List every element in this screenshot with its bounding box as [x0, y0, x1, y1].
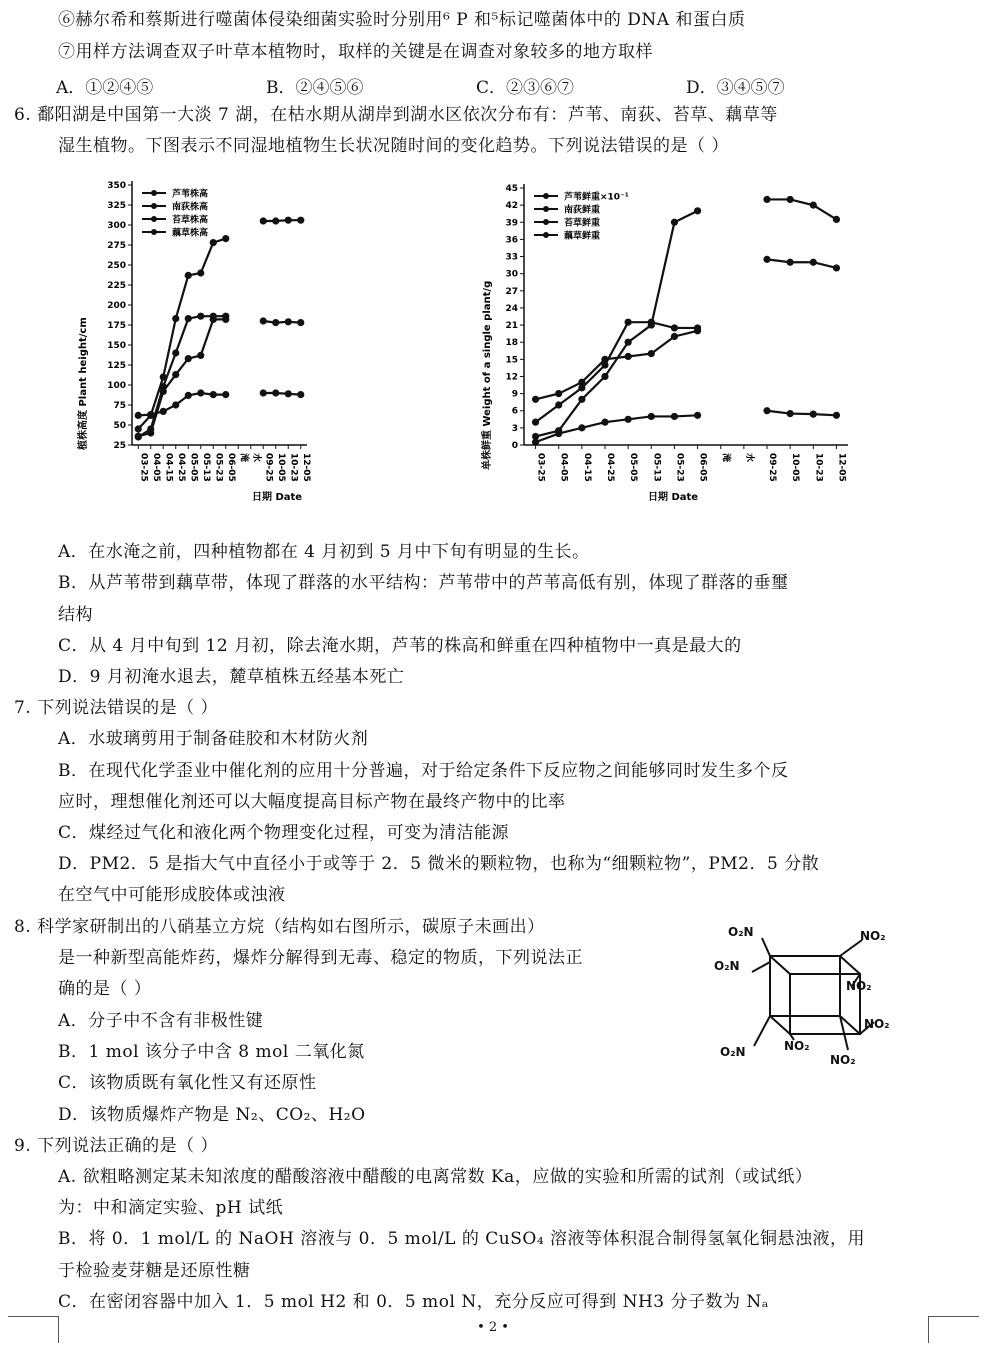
y-tick-label: 6 — [511, 406, 518, 417]
data-point — [555, 390, 562, 397]
q5-option-a[interactable]: A．①②④⑤ — [56, 78, 154, 98]
y-tick-label: 21 — [505, 321, 518, 332]
x-tick-label: 03-25 — [535, 453, 546, 482]
y-tick-label: 30 — [505, 269, 518, 280]
q7-option-a[interactable]: A．水玻璃剪用于制备硅胶和木材防火剂 — [58, 729, 369, 749]
data-point — [260, 389, 267, 396]
legend-label: 藕草鲜重 — [564, 231, 601, 242]
data-point — [197, 389, 204, 396]
x-tick-label: 03-25 — [138, 453, 149, 482]
series-line — [767, 199, 836, 219]
data-point — [172, 349, 179, 356]
x-tick-label: 05-13 — [200, 453, 211, 482]
data-point — [185, 355, 192, 362]
q5-option-c[interactable]: C．②③⑥⑦ — [476, 78, 575, 98]
x-tick-label: 05-23 — [674, 453, 685, 482]
data-point — [210, 239, 217, 246]
series-line — [263, 393, 301, 395]
q7-stem: 7. 下列说法错误的是（ ） — [14, 698, 219, 718]
q7-option-d-line-1[interactable]: D．PM2．5 是指大气中直径小于或等于 2．5 微米的颗粒物，也称为“细颗粒物”，PM2．5 分散 — [58, 854, 820, 874]
data-point — [272, 217, 279, 224]
nitro-label: O₂N — [720, 1045, 746, 1059]
q9-option-a-line-2: 为：中和滴定实验、pH 试纸 — [58, 1198, 284, 1218]
data-point — [172, 401, 179, 408]
data-point — [160, 408, 167, 415]
q7-option-b-line-2: 应时，理想催化剂还可以大幅度提高目标产物在最终产物中的比率 — [58, 792, 566, 812]
data-point — [272, 319, 279, 326]
y-tick-label: 45 — [505, 184, 518, 194]
data-point — [578, 424, 585, 431]
x-tick-label: 05-13 — [651, 453, 662, 482]
data-point — [555, 401, 562, 408]
y-tick-label: 18 — [505, 338, 518, 349]
series-line — [263, 321, 301, 323]
data-point — [578, 379, 585, 386]
cube-edges — [752, 938, 874, 1050]
q7-option-d-line-2: 在空气中可能形成胶体或浊液 — [58, 885, 286, 905]
page-number: • 2 • — [477, 1320, 509, 1335]
x-tick-label: 04-25 — [605, 453, 615, 482]
data-point — [210, 391, 217, 398]
legend-marker — [151, 216, 157, 222]
y-tick-label: 9 — [511, 389, 518, 400]
y-tick-label: 12 — [505, 372, 518, 383]
crop-mark-right — [928, 1316, 979, 1343]
x-tick-label: 04-25 — [175, 453, 186, 482]
q8-option-a[interactable]: A．分子中不含有非极性键 — [58, 1011, 264, 1031]
y-tick-label: 27 — [505, 286, 518, 297]
x-tick-label: 12-05 — [836, 453, 847, 482]
legend-marker — [151, 190, 157, 196]
x-tick-label: 04-05 — [150, 453, 161, 482]
data-point — [135, 433, 142, 440]
y-tick-label: 0 — [511, 441, 518, 451]
x-tick-label: 06-05 — [225, 453, 236, 482]
chart2-x-axis-label: 日期 Date — [648, 492, 699, 503]
data-point — [197, 313, 204, 320]
q6-option-c[interactable]: C．从 4 月中旬到 12 月初，除去淹水期，芦苇的株高和鲜重在四种植物中一真是最大的 — [58, 636, 742, 656]
q7-option-b-line-1[interactable]: B．在现代化学歪业中催化剂的应用十分普遍，对于给定条件下反应物之间能够同时发生多个反 — [58, 761, 789, 781]
q8-option-c[interactable]: C．该物质既有氧化性又有还原性 — [58, 1073, 317, 1093]
data-point — [763, 196, 770, 203]
q7-option-c[interactable]: C．煤经过气化和液化两个物理变化过程，可变为清洁能源 — [58, 823, 510, 843]
nitro-label: O₂N — [728, 925, 754, 939]
data-point — [578, 396, 585, 403]
q9-stem: 9. 下列说法正确的是（ ） — [14, 1136, 219, 1156]
y-tick-label: 325 — [107, 201, 126, 211]
data-point — [625, 353, 632, 360]
x-tick-label: 04-05 — [558, 453, 569, 482]
q8-stem-line-1: 8. 科学家研制出的八硝基立方烷（结构如右图所示，碳原子未画出） — [14, 917, 545, 937]
legend-marker — [151, 203, 157, 209]
q6-stem-line-1: 6. 鄱阳湖是中国第一大淡 7 湖，在枯水期从湖岸到湖水区依次分布有：芦苇、南荻、苔草、藕草等 — [14, 105, 778, 125]
q6-option-d[interactable]: D．9 月初淹水退去，麓草植株五经基本死亡 — [58, 667, 405, 687]
data-point — [763, 256, 770, 263]
series-line — [263, 220, 301, 221]
data-point — [272, 389, 279, 396]
data-point — [810, 202, 817, 209]
data-point — [694, 207, 701, 214]
y-tick-label: 225 — [107, 281, 126, 291]
chart2-ticks — [505, 184, 846, 482]
y-tick-label: 300 — [107, 221, 126, 231]
nitro-label: NO₂ — [846, 979, 872, 993]
data-point — [833, 412, 840, 419]
q5-option-d[interactable]: D．③④⑤⑦ — [686, 78, 785, 98]
data-point — [601, 356, 608, 363]
chart2-y-axis-label: 单株鲜重 Weight of a single plant/g — [482, 280, 493, 470]
q6-option-b-line-2: 结构 — [58, 605, 93, 625]
legend-label: 南荻鲜重 — [564, 205, 601, 216]
x-tick-label: 淹 — [720, 453, 731, 463]
q8-option-d[interactable]: D．该物质爆炸产物是 N₂、CO₂、H₂O — [58, 1105, 366, 1125]
nitro-label: NO₂ — [830, 1053, 856, 1067]
data-point — [532, 439, 539, 446]
data-point — [297, 319, 304, 326]
legend-label: 芦苇鲜重×10⁻¹ — [564, 192, 629, 203]
y-tick-label: 24 — [505, 303, 518, 314]
plant-height-chart — [72, 170, 492, 515]
q9-option-c[interactable]: C．在密闭容器中加入 1．5 mol H2 和 0．5 mol N，充分反应可得到 NH3 分子数为 Nₐ — [58, 1292, 769, 1312]
legend-label: 藕草株高 — [172, 228, 209, 239]
data-point — [210, 316, 217, 323]
data-point — [694, 327, 701, 334]
series-line — [536, 331, 698, 400]
y-tick-label: 100 — [107, 381, 126, 391]
data-point — [222, 316, 229, 323]
y-tick-label: 175 — [107, 321, 126, 331]
data-point — [135, 425, 142, 432]
legend-label: 南荻株高 — [172, 202, 209, 213]
x-tick-label: 09-25 — [263, 453, 274, 482]
data-point — [787, 196, 794, 203]
data-point — [172, 315, 179, 322]
q9-option-b-line-2: 于检验麦芽糖是还原性糖 — [58, 1261, 251, 1281]
y-tick-label: 39 — [505, 218, 518, 229]
data-point — [694, 412, 701, 419]
octanitrocubane-structure — [712, 918, 912, 1078]
x-tick-label: 05-05 — [188, 453, 199, 482]
y-tick-label: 25 — [113, 441, 126, 451]
data-point — [285, 217, 292, 224]
data-point — [260, 317, 267, 324]
data-point — [555, 430, 562, 437]
data-point — [172, 371, 179, 378]
chart1-legend — [142, 188, 208, 239]
y-tick-label: 150 — [107, 341, 126, 351]
q8-stem-line-2: 是一种新型高能炸药，爆炸分解得到无毒、稳定的物质，下列说法正 — [58, 948, 583, 968]
x-tick-label: 10-05 — [275, 453, 286, 482]
x-tick-label: 淹 — [238, 453, 249, 463]
y-tick-label: 36 — [505, 235, 518, 246]
data-point — [147, 429, 154, 436]
y-tick-label: 200 — [107, 301, 126, 311]
legend-label: 苔草鲜重 — [564, 218, 601, 229]
y-tick-label: 350 — [107, 181, 126, 191]
x-tick-label: 水 — [250, 453, 261, 463]
x-tick-label: 04-15 — [163, 453, 174, 482]
data-point — [810, 411, 817, 418]
nitro-labels — [714, 925, 890, 1067]
y-tick-label: 15 — [505, 355, 518, 366]
data-point — [787, 259, 794, 266]
data-point — [625, 416, 632, 423]
legend-marker — [543, 193, 549, 199]
x-tick-label: 09-25 — [767, 453, 777, 482]
q8-option-b[interactable]: B．1 mol 该分子中含 8 mol 二氧化氮 — [58, 1042, 365, 1062]
series-line — [767, 259, 836, 268]
data-point — [648, 413, 655, 420]
q6-option-b-line-1[interactable]: B．从芦苇带到藕草带，体现了群落的水平结构：芦苇带中的芦苇高低有别，体现了群落的垂璽 — [58, 573, 789, 593]
data-point — [285, 390, 292, 397]
data-point — [297, 391, 304, 398]
data-point — [532, 419, 539, 426]
data-point — [222, 235, 229, 242]
legend-marker — [543, 206, 549, 212]
y-tick-label: 33 — [505, 252, 518, 263]
nitro-label: NO₂ — [860, 929, 886, 943]
x-tick-label: 12-05 — [300, 453, 311, 482]
data-point — [222, 391, 229, 398]
data-point — [197, 269, 204, 276]
data-point — [787, 410, 794, 417]
crop-mark-left — [8, 1316, 59, 1343]
data-point — [297, 217, 304, 224]
data-point — [185, 315, 192, 322]
q8-stem-line-3: 确的是（ ） — [58, 979, 152, 999]
data-point — [671, 324, 678, 331]
data-point — [625, 339, 632, 346]
y-tick-label: 250 — [107, 261, 126, 271]
data-point — [260, 217, 267, 224]
y-tick-label: 50 — [113, 421, 126, 431]
x-tick-label: 水 — [743, 453, 754, 463]
y-tick-label: 3 — [511, 423, 518, 434]
x-tick-label: 04-15 — [581, 453, 592, 482]
data-point — [601, 419, 608, 426]
chart2-legend — [534, 191, 629, 242]
data-point — [671, 413, 678, 420]
chart1-y-axis-label: 植株高度 Plant height/cm — [78, 317, 89, 450]
data-point — [648, 350, 655, 357]
y-tick-label: 75 — [113, 401, 126, 411]
q9-option-a-line-1[interactable]: A. 欲粗略测定某未知浓度的醋酸溶液中醋酸的电离常数 Ka，应做的实验和所需的试剂（或试纸） — [58, 1167, 813, 1187]
fresh-weight-chart — [478, 170, 878, 515]
x-tick-label: 05-05 — [628, 453, 639, 482]
data-point — [763, 407, 770, 414]
data-point — [185, 392, 192, 399]
legend-marker — [543, 219, 549, 225]
q9-option-b-line-1[interactable]: B．将 0．1 mol/L 的 NaOH 溶液与 0．5 mol/L 的 CuSO₄ 溶液等体积混合制得氢氧化铜悬浊液，用 — [58, 1229, 866, 1249]
nitro-label: O₂N — [714, 959, 740, 973]
data-point — [625, 319, 632, 326]
x-tick-label: 06-05 — [697, 453, 708, 482]
data-point — [648, 319, 655, 326]
data-point — [197, 352, 204, 359]
x-tick-label: 10-23 — [288, 453, 299, 482]
q6-stem-line-2: 湿生植物。下图表示不同湿地植物生长状况随时间的变化趋势。下列说法错误的是（ ） — [58, 136, 729, 156]
nitro-label: NO₂ — [784, 1039, 810, 1053]
q5-statement-7: ⑦用样方法调查双子叶草本植物时，取样的关键是在调查对象较多的地方取样 — [58, 42, 653, 62]
data-point — [833, 216, 840, 223]
data-point — [833, 264, 840, 271]
y-tick-label: 125 — [107, 361, 126, 371]
data-point — [185, 272, 192, 279]
data-point — [147, 411, 154, 418]
y-tick-label: 42 — [505, 201, 518, 212]
data-point — [671, 333, 678, 340]
legend-marker — [543, 232, 549, 238]
data-point — [810, 259, 817, 266]
q5-statement-6: ⑥赫尔希和蔡斯进行噬菌体侵染细菌实验时分别用⁶ P 和⁵标记噬菌体中的 DNA 和蛋白质 — [58, 10, 746, 30]
nitro-label: NO₂ — [864, 1017, 890, 1031]
q6-option-a[interactable]: A．在水淹之前，四种植物都在 4 月初到 5 月中下旬有明显的生长。 — [58, 542, 590, 562]
x-tick-label: 05-23 — [213, 453, 224, 482]
legend-marker — [151, 229, 157, 235]
q5-option-b[interactable]: B．②④⑤⑥ — [266, 78, 364, 98]
series-line — [767, 411, 836, 416]
x-tick-label: 10-05 — [790, 453, 801, 482]
data-point — [135, 412, 142, 419]
y-tick-label: 275 — [107, 241, 126, 251]
data-point — [601, 373, 608, 380]
x-tick-label: 10-23 — [813, 453, 824, 482]
data-point — [671, 219, 678, 226]
legend-label: 芦苇株高 — [172, 189, 209, 200]
data-point — [160, 388, 167, 395]
data-point — [532, 396, 539, 403]
legend-label: 苔草株高 — [172, 215, 209, 226]
chart1-series — [135, 217, 305, 441]
chart1-x-axis-label: 日期 Date — [252, 492, 303, 503]
data-point — [285, 318, 292, 325]
